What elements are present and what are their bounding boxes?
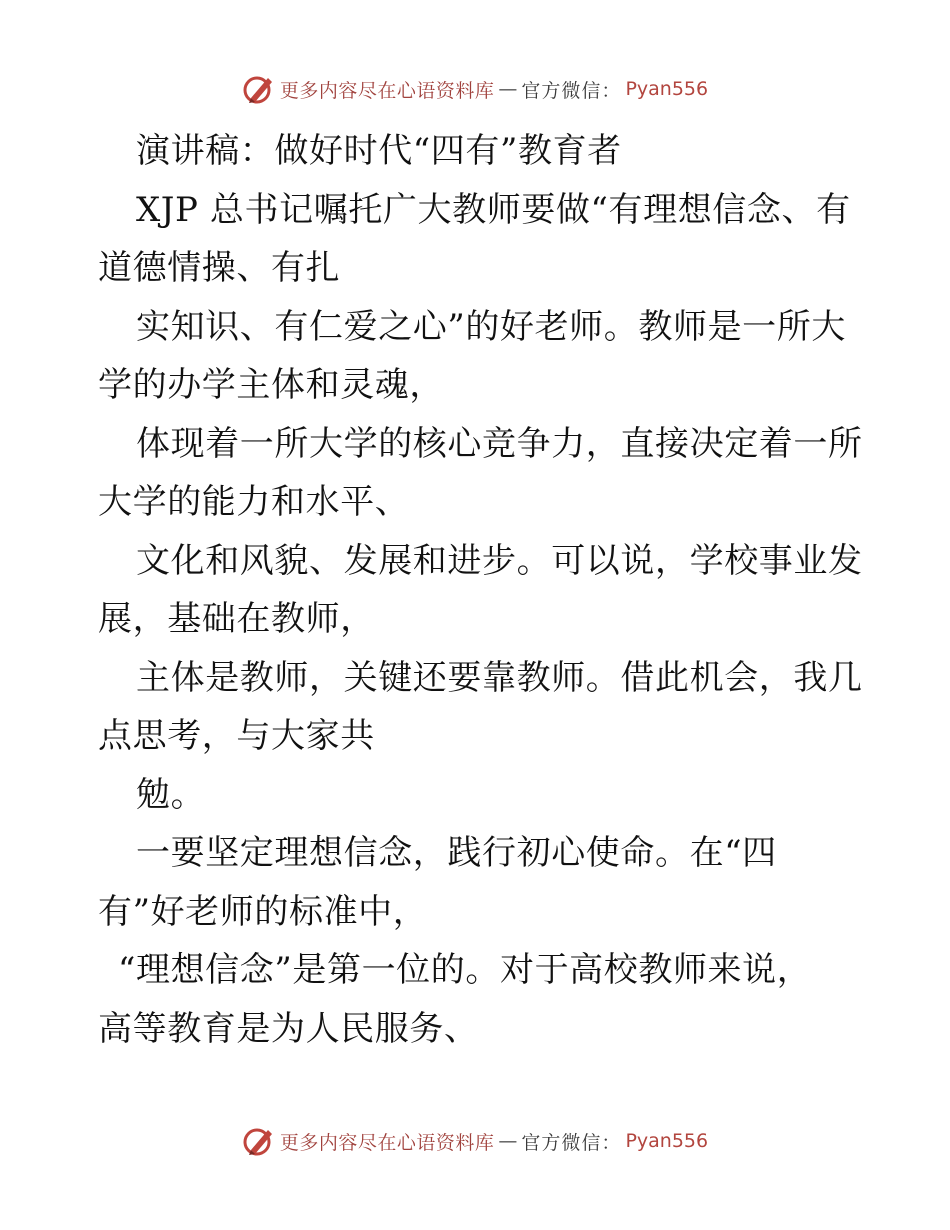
watermark-separator: —	[498, 1130, 518, 1152]
document-line: 道德情操、有扎	[98, 248, 341, 288]
document-line: 一要坚定理想信念，践行初心使命。在“四	[136, 833, 777, 873]
watermark-main-text: 更多内容尽在心语资料库	[279, 1131, 495, 1154]
watermark-sub-text: 官方微信：	[521, 1131, 622, 1154]
watermark-wechat-id: Pyan556	[625, 1130, 709, 1152]
watermark-main-text: 更多内容尽在心语资料库	[279, 79, 495, 102]
document-line: 体现着一所大学的核心竞争力，直接决定着一所	[136, 423, 863, 464]
document-line: 高等教育是为人民服务、	[98, 1008, 479, 1049]
pen-logo-icon	[242, 1124, 276, 1158]
document-line: “理想信念”是第一位的。对于高校教师来说，	[118, 950, 812, 990]
header-watermark	[0, 72, 950, 106]
footer-watermark	[0, 1124, 950, 1158]
document-body	[98, 122, 863, 1058]
document-line: 点思考，与大家共	[98, 716, 375, 756]
document-line: 学的办学主体和灵魂，	[98, 365, 444, 405]
document-line: 大学的能力和水平、	[98, 482, 410, 522]
document-line: 演讲稿：做好时代“四有”教育者	[136, 131, 622, 171]
document-line: XJP 总书记嘱托广大教师要做“有理想信念、有	[136, 189, 851, 230]
watermark-wechat-id: Pyan556	[625, 78, 709, 100]
document-line: 有”好老师的标准中，	[98, 891, 428, 932]
document-line: 文化和风貌、发展和进步。可以说，学校事业发	[136, 540, 863, 581]
document-line: 主体是教师，关键还要靠教师。借此机会，我几	[136, 657, 863, 698]
document-line: 实知识、有仁爱之心”的好老师。教师是一所大	[136, 306, 846, 347]
pen-logo-icon	[242, 72, 276, 106]
document-line: 勉。	[136, 774, 206, 815]
watermark-sub-text: 官方微信：	[521, 79, 622, 102]
document-line: 展，基础在教师，	[98, 599, 375, 639]
watermark-separator: —	[498, 78, 518, 100]
